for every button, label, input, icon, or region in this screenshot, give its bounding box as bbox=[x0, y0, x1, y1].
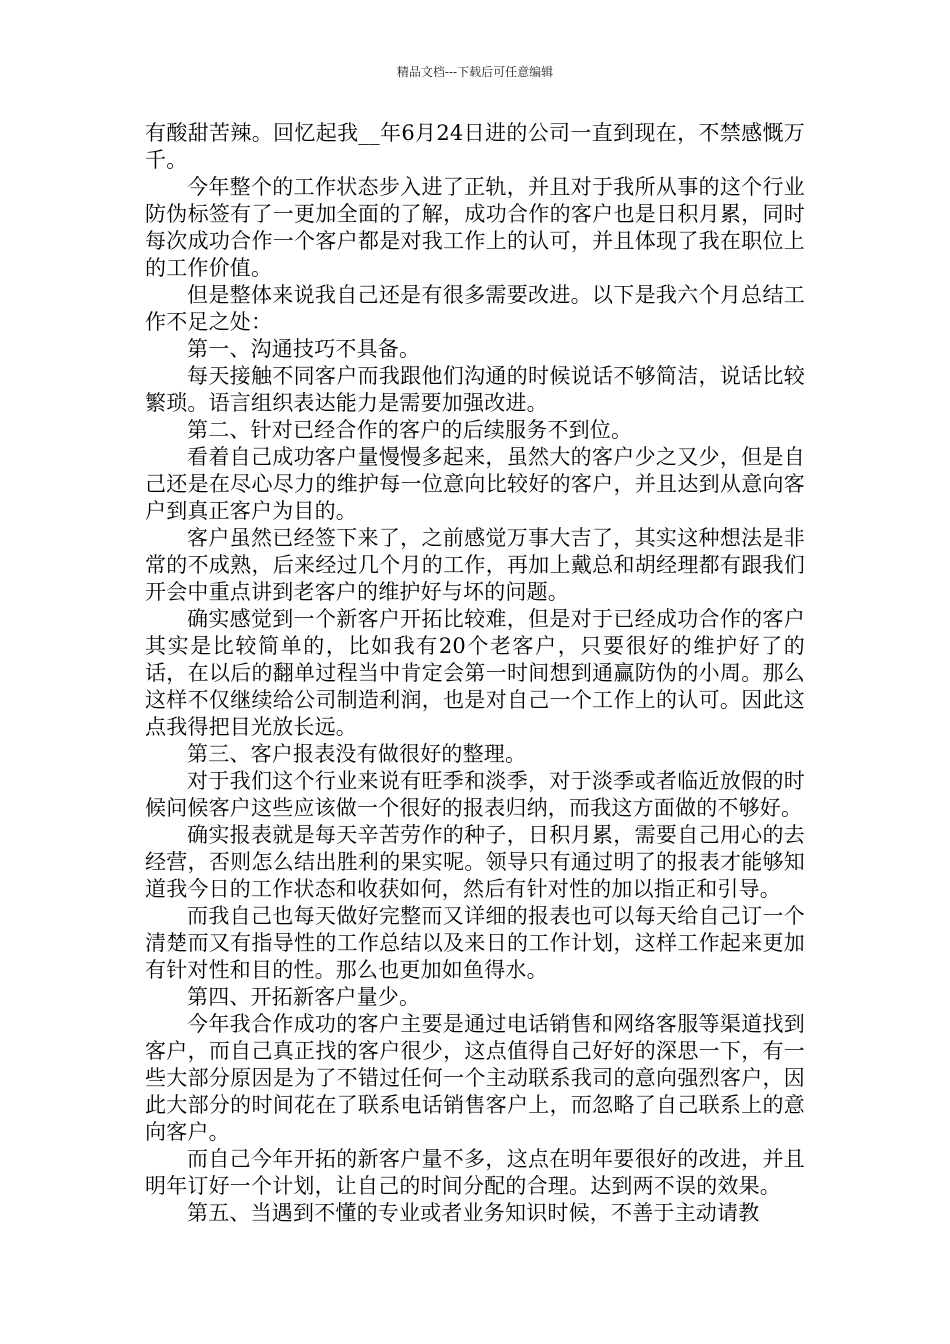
paragraph: 确实报表就是每天辛苦劳作的种子，日积月累，需要自己用心的去经营，否则怎么结出胜利的果实呢。领导只有通过明了的报表才能够知道我今日的工作状态和收获如何，然后有针对性的加以指正和引导。 bbox=[145, 823, 805, 901]
section-heading-2: 第二、针对已经合作的客户的后续服务不到位。 bbox=[187, 418, 633, 442]
paragraph: 确实感觉到一个新客户开拓比较难，但是对于已经成功合作的客户其实是比较简单的，比如我有20个老客户，只要很好的维护好了的话，在以后的翻单过程当中肯定会第一时间想到通赢防伪的小周。那么这样不仅继续给公司制造利润，也是对自己一个工作上的认可。因此这点我得把目光放长远。 bbox=[145, 607, 805, 739]
section-heading-4: 第四、开拓新客户量少。 bbox=[187, 985, 421, 1009]
paragraph: 今年整个的工作状态步入进了正轨，并且对于我所从事的这个行业防伪标签有了一更加全面的了解，成功合作的客户也是日积月累，同时每次成功合作一个客户都是对我工作上的认可，并且体现了我在职位上的工作价值。 bbox=[145, 175, 805, 280]
paragraph: 客户虽然已经签下来了，之前感觉万事大吉了，其实这种想法是非常的不成熟，后来经过几个月的工作，再加上戴总和胡经理都有跟我们开会中重点讲到老客户的维护好与坏的问题。 bbox=[145, 526, 805, 604]
section-heading-1: 第一、沟通技巧不具备。 bbox=[187, 337, 421, 361]
paragraph: 看着自己成功客户量慢慢多起来，虽然大的客户少之又少，但是自己还是在尽心尽力的维护每一位意向比较好的客户，并且达到从意向客户到真正客户为目的。 bbox=[145, 445, 805, 523]
section-heading-3: 第三、客户报表没有做很好的整理。 bbox=[187, 742, 527, 766]
section-heading-5: 第五、当遇到不懂的专业或者业务知识时候，不善于主动请教 bbox=[187, 1201, 760, 1225]
page-header: 精品文档---下载后可任意编辑 bbox=[396, 65, 554, 79]
document-body bbox=[145, 120, 805, 1227]
paragraph: 但是整体来说我自己还是有很多需要改进。以下是我六个月总结工作不足之处： bbox=[145, 283, 805, 334]
paragraph-continuation: 有酸甜苦辣。回忆起我__年6月24日进的公司一直到现在，不禁感慨万千。 bbox=[145, 121, 805, 172]
paragraph: 每天接触不同客户而我跟他们沟通的时候说话不够简洁，说话比较繁琐。语言组织表达能力是需要加强改进。 bbox=[145, 364, 805, 415]
paragraph: 今年我合作成功的客户主要是通过电话销售和网络客服等渠道找到客户，而自己真正找的客户很少，这点值得自己好好的深思一下，有一些大部分原因是为了不错过任何一个主动联系我司的意向强烈客户，因此大部分的时间花在了联系电话销售客户上，而忽略了自己联系上的意向客户。 bbox=[145, 1012, 805, 1144]
paragraph: 而自己今年开拓的新客户量不多，这点在明年要很好的改进，并且明年订好一个计划，让自己的时间分配的合理。达到两不误的效果。 bbox=[145, 1147, 805, 1198]
paragraph: 而我自己也每天做好完整而又详细的报表也可以每天给自己订一个清楚而又有指导性的工作总结以及来日的工作计划，这样工作起来更加有针对性和目的性。那么也更加如鱼得水。 bbox=[145, 904, 805, 982]
paragraph: 对于我们这个行业来说有旺季和淡季，对于淡季或者临近放假的时候问候客户这些应该做一个很好的报表归纳，而我这方面做的不够好。 bbox=[145, 769, 805, 820]
